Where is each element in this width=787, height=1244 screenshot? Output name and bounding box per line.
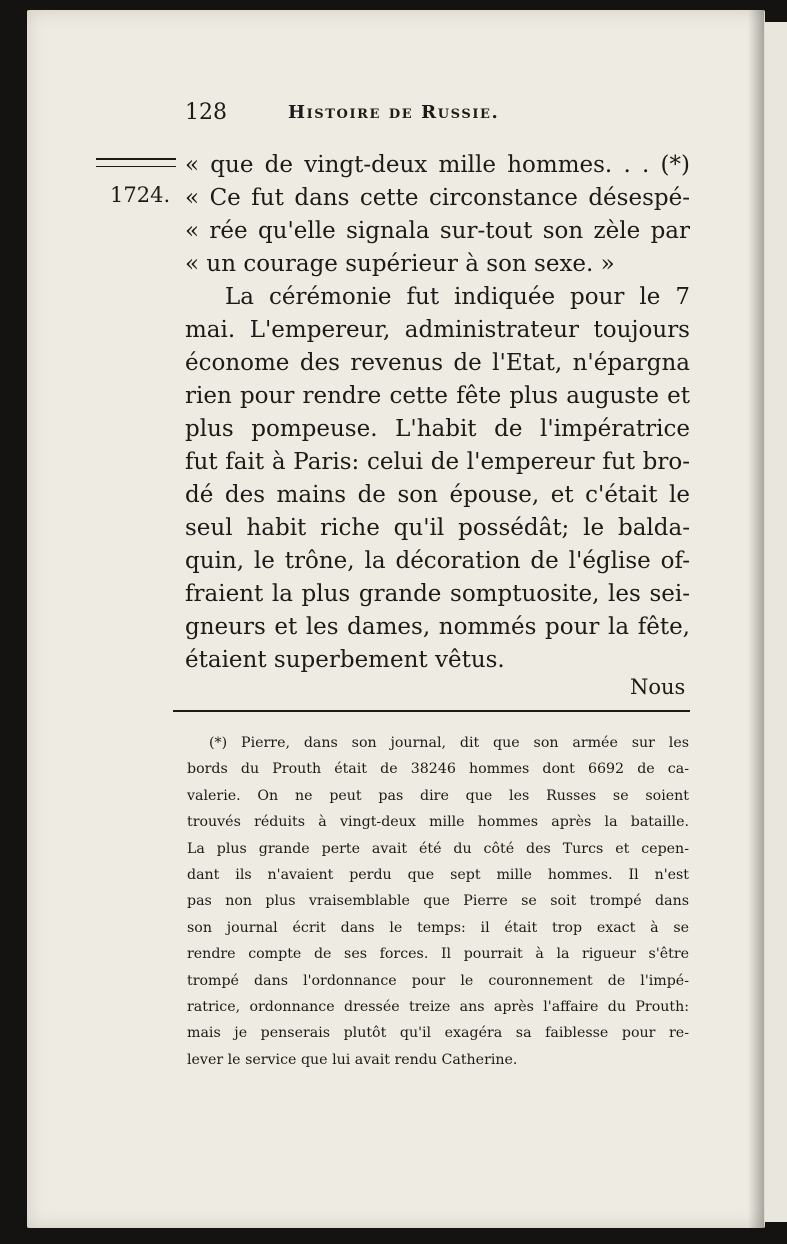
running-title: Histoire de Russie. — [288, 102, 500, 123]
gutter-shadow — [748, 10, 764, 1228]
body-line: « Ce fut dans cette circonstance désespé- — [185, 185, 690, 211]
body-line: « un courage supérieur à son sexe. » — [185, 251, 615, 277]
footnote-line: valerie. On ne peut pas dire que les Russes se soient — [187, 788, 689, 804]
footnote-rule — [173, 710, 690, 712]
footnote-line: lever le service que lui avait rendu Catherine. — [187, 1052, 518, 1068]
next-page-edge — [764, 22, 787, 1222]
footnote-line: pas non plus vraisemblable que Pierre se soit trompé dans — [187, 893, 689, 909]
footnote-line: dant ils n'avaient perdu que sept mille hommes. Il n'est — [187, 867, 689, 883]
body-line: quin, le trône, la décoration de l'église of- — [185, 548, 690, 574]
footnote-line: mais je penserais plutôt qu'il exagéra sa faiblesse pour re- — [187, 1025, 689, 1041]
footnote-line: bords du Prouth était de 38246 hommes dont 6692 de ca- — [187, 761, 689, 777]
body-line: économe des revenus de l'Etat, n'épargna — [185, 350, 690, 376]
footnote-line: rendre compte de ses forces. Il pourrait à la rigueur s'être — [187, 946, 689, 962]
body-line: seul habit riche qu'il possédât; le balda- — [185, 515, 690, 541]
body-line: étaient superbement vêtus. — [185, 647, 505, 673]
footnote-line: (*) Pierre, dans son journal, dit que son armée sur les — [209, 735, 689, 751]
margin-year: 1724. — [110, 183, 171, 207]
footnote-line: La plus grande perte avait été du côté des Turcs et cepen- — [187, 841, 689, 857]
footnote-line: son journal écrit dans le temps: il était trop exact à se — [187, 920, 689, 936]
body-line: gneurs et les dames, nommés pour la fête, — [185, 614, 690, 640]
body-line: plus pompeuse. L'habit de l'impératrice — [185, 416, 690, 442]
body-line: fut fait à Paris: celui de l'empereur fut bro- — [185, 449, 690, 475]
footnote-line: trouvés réduits à vingt-deux mille hommes après la bataille. — [187, 814, 689, 830]
catchword: Nous — [630, 675, 686, 699]
running-head — [185, 100, 693, 130]
body-line: mai. L'empereur, administrateur toujours — [185, 317, 690, 343]
body-line: dé des mains de son épouse, et c'était le — [185, 482, 690, 508]
body-line: fraient la plus grande somptuosite, les sei- — [185, 581, 690, 607]
body-line: « que de vingt-deux mille hommes. . . (*) — [185, 152, 690, 178]
body-line: rien pour rendre cette fête plus auguste et — [185, 383, 690, 409]
body-line: La cérémonie fut indiquée pour le 7 — [225, 284, 690, 310]
body-line: « rée qu'elle signala sur-tout son zèle par — [185, 218, 690, 244]
page-number: 128 — [185, 100, 227, 125]
footnote-line: trompé dans l'ordonnance pour le couronnement de l'impé- — [187, 973, 689, 989]
footnote-line: ratrice, ordonnance dressée treize ans après l'affaire du Prouth: — [187, 999, 689, 1015]
margin-double-rule — [96, 158, 176, 167]
